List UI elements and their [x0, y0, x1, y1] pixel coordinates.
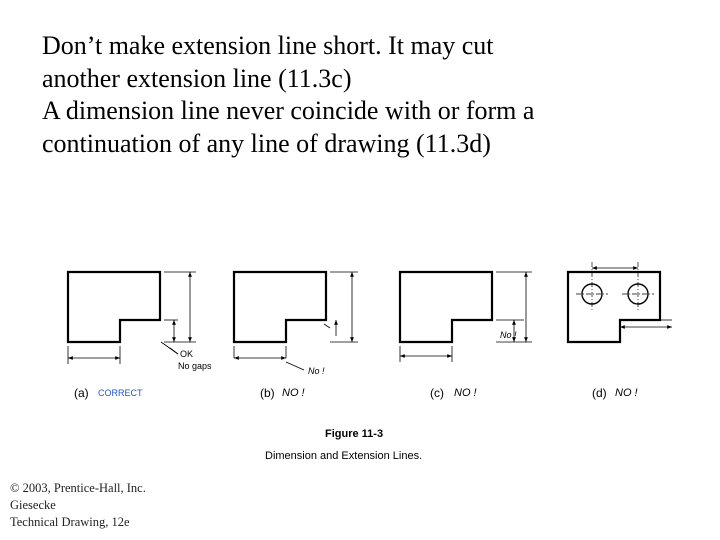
- panel-d-drawing: [568, 262, 672, 342]
- text-line-4: continuation of any line of drawing (11.3d): [42, 128, 491, 158]
- figure-subtitle: Dimension and Extension Lines.: [265, 450, 423, 462]
- credit-line-3: Technical Drawing, 12e: [10, 515, 130, 529]
- text-line-3: A dimension line never coincide with or form a: [42, 96, 535, 125]
- credit-line-1: © 2003, Prentice-Hall, Inc.: [10, 481, 146, 495]
- slide-body-text: [42, 30, 702, 160]
- panel-a-verdict: CORRECT: [98, 388, 143, 398]
- panel-c-label: (c): [430, 386, 444, 400]
- copyright-credit: [10, 480, 146, 531]
- panel-a-callout-ok: OK: [180, 349, 194, 359]
- panel-c-drawing: [400, 272, 532, 362]
- figure-title: Figure 11-3: [325, 428, 384, 440]
- panel-b-verdict: NO !: [282, 387, 305, 399]
- panel-b-callout: No !: [308, 366, 325, 376]
- text-line-1: Don’t make extension line short. It may cut: [42, 31, 494, 60]
- panel-a-callout-nogaps: No gaps: [178, 361, 212, 371]
- panel-a-label: (a): [74, 386, 89, 400]
- credit-line-2: Giesecke: [10, 498, 56, 512]
- text-line-2: another extension line (11.3c): [42, 63, 352, 93]
- panel-d-verdict: NO !: [615, 387, 638, 399]
- figure-11-3-diagram: [60, 262, 680, 412]
- panel-b-drawing: [234, 272, 358, 370]
- panel-c-callout: No !: [500, 330, 517, 340]
- panel-b-label: (b): [260, 386, 275, 400]
- panel-c-verdict: NO !: [454, 387, 477, 399]
- panel-d-label: (d): [592, 386, 607, 400]
- panel-a-drawing: [68, 272, 196, 364]
